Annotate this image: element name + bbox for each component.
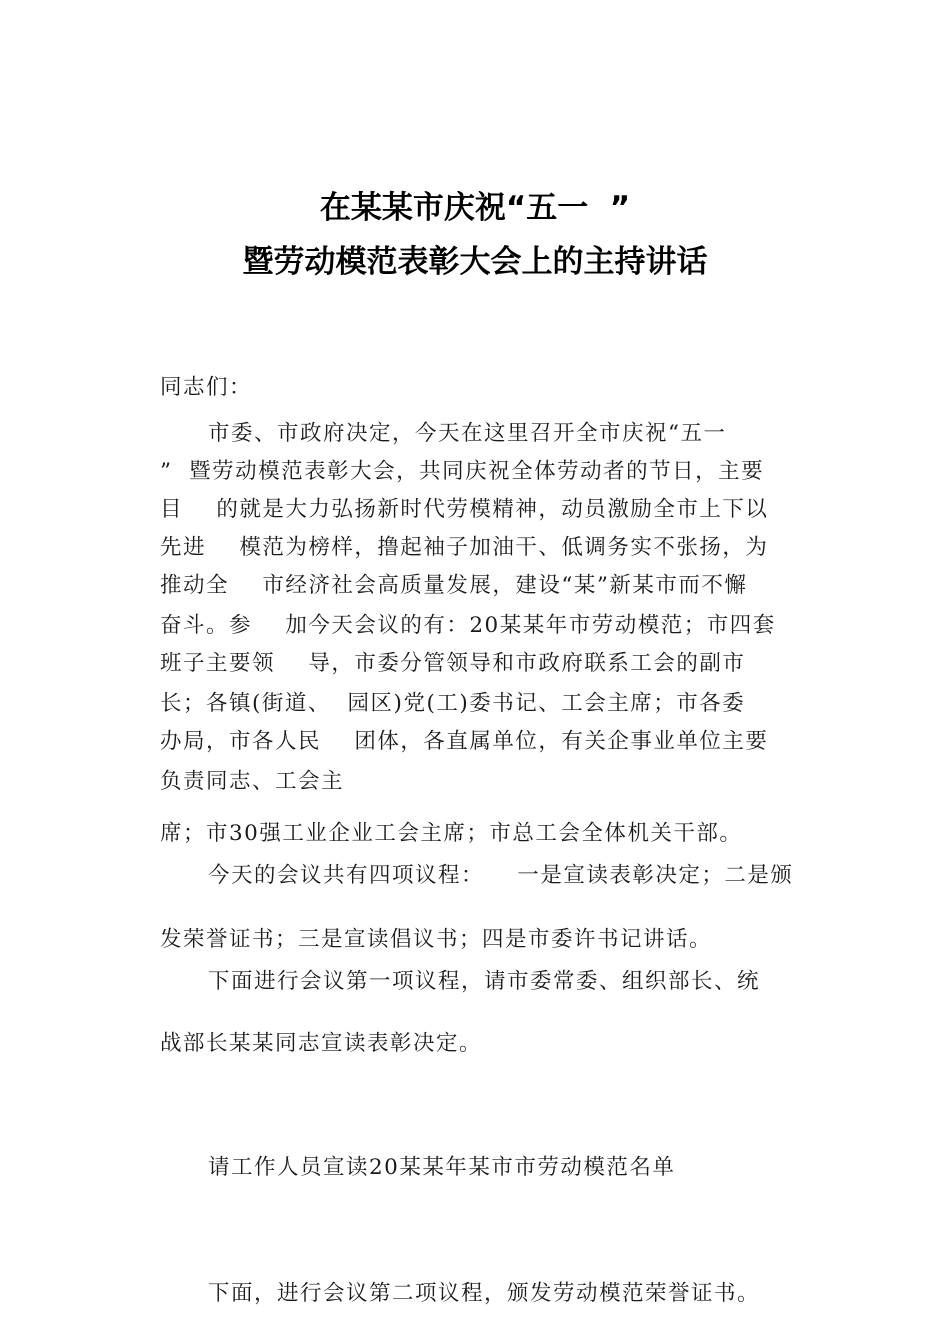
document-title-line-2: 暨劳动模范表彰大会上的主持讲话	[242, 244, 708, 280]
paragraph-second-item: 下面，进行会议第二项议程，颁发劳动模范荣誉证书。	[208, 1281, 761, 1306]
document-title-line-1: 在某某市庆祝“五一 ”	[319, 190, 631, 226]
paragraph-line: 推动全 市经济社会高质量发展，建设“某”新某市而不懈	[160, 573, 748, 598]
paragraph-line: 奋斗。参 加今天会议的有：20某某年市劳动模范；市四套	[160, 613, 776, 638]
paragraph-line: 先进 模范为榜样，撸起袖子加油干、低调务实不张扬，为	[160, 535, 769, 560]
paragraph-line: 办局，市各人民 团体，各直属单位，有关企事业单位主要	[160, 729, 769, 754]
paragraph-line: 班子主要领 导，市委分管领导和市政府联系工会的副市	[160, 651, 746, 676]
paragraph-line: 席；市30强工业企业工会主席；市总工会全体机关干部。	[160, 821, 743, 846]
paragraph-line: 下面进行会议第一项议程，请市委常委、组织部长、统	[208, 969, 761, 994]
paragraph-model-workers-list: 请工作人员宣读20某某年某市市劳动模范名单	[208, 1155, 676, 1180]
paragraph-line: 目 的就是大力弘扬新时代劳模精神，动员激励全市上下以	[160, 497, 769, 522]
paragraph-line: 战部长某某同志宣读表彰决定。	[160, 1031, 483, 1056]
paragraph-line: 长；各镇(街道、 园区)党(工)委书记、工会主席；市各委	[160, 691, 746, 716]
paragraph-line: 今天的会议共有四项议程： 一是宣读表彰决定；二是颁	[208, 863, 794, 888]
paragraph-line: ” 暨劳动模范表彰大会，共同庆祝全体劳动者的节日，主要	[160, 459, 765, 484]
salutation: 同志们：	[160, 375, 253, 400]
paragraph-line: 负责同志、工会主	[160, 769, 345, 794]
paragraph-line: 发荣誉证书；三是宣读倡议书；四是市委许书记讲话。	[160, 927, 713, 952]
paragraph-line: 市委、市政府决定，今天在这里召开全市庆祝“五一	[208, 421, 727, 446]
